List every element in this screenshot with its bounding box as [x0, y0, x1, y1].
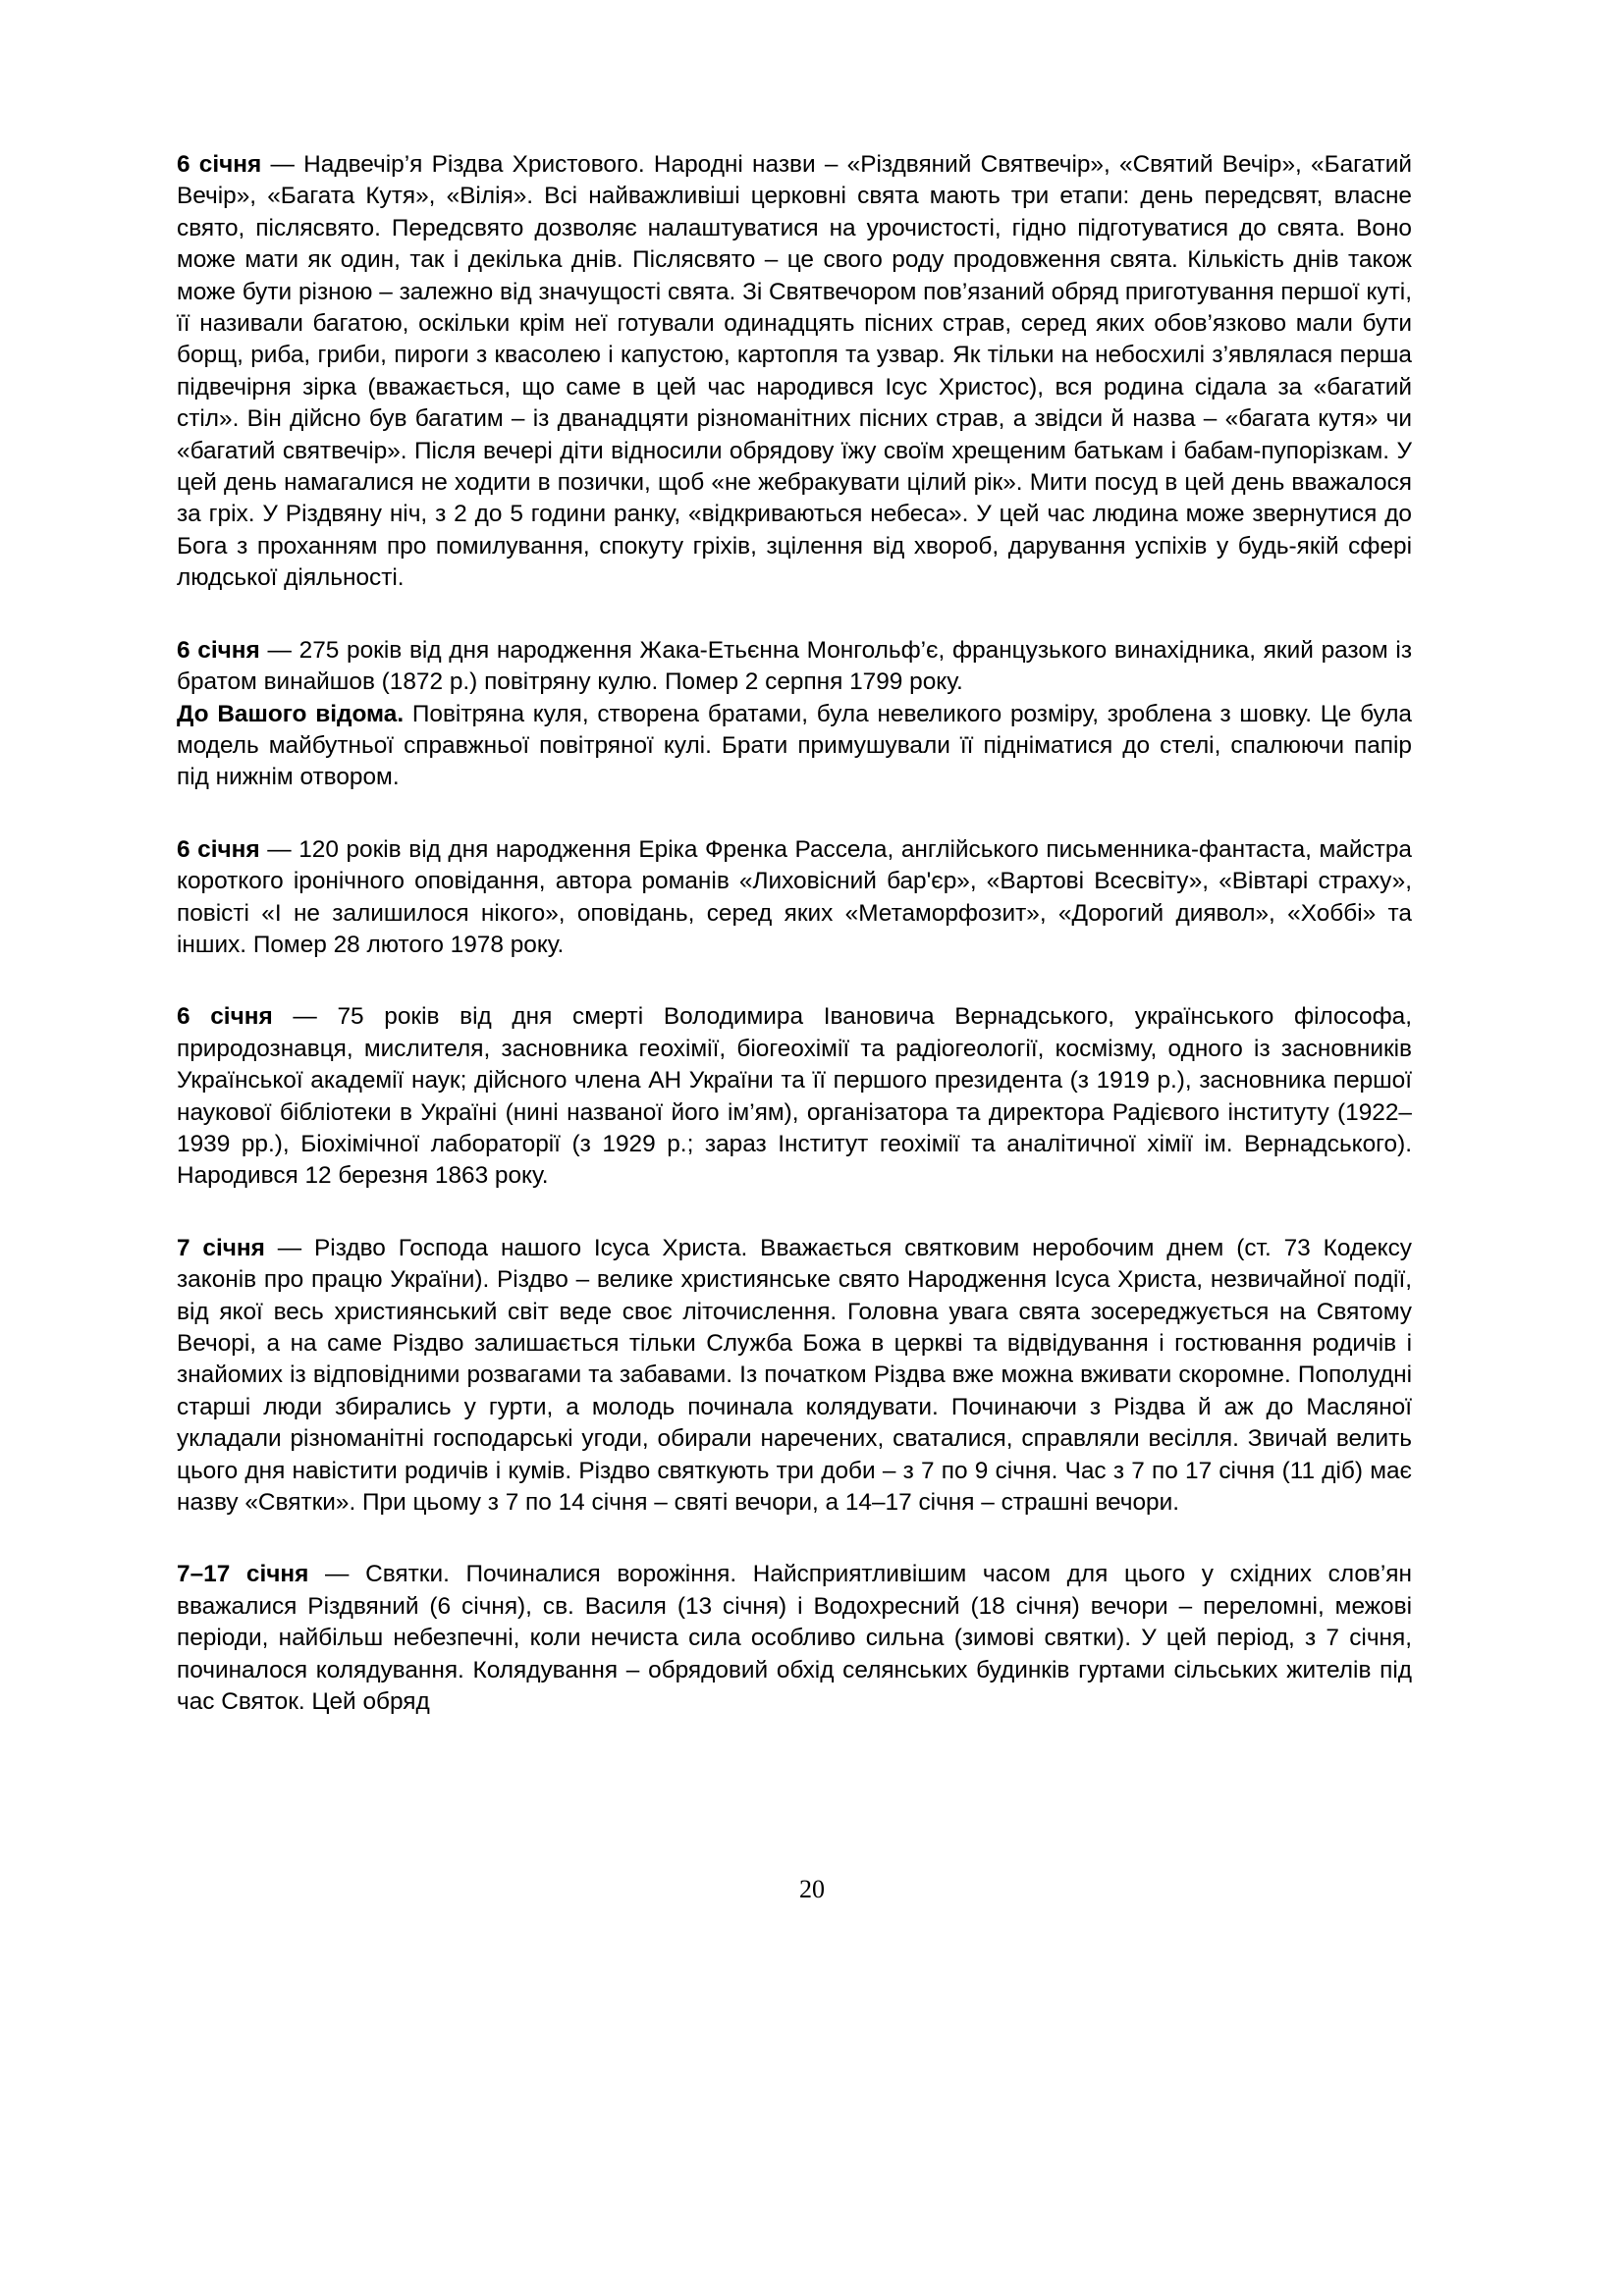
entry-paragraph	[177, 635, 1412, 699]
note-text: Повітряна куля, створена братами, була невеликого розміру, зроблена з шовку. Це була модель майбутньої справжньої повітряної кулі. Брати примушували її підніматися до стелі, спалюючи папір під нижнім отвором.	[177, 700, 1412, 791]
entry-text: Святки. Починалися ворожіння. Найсприятливішим часом для цього у східних слов’ян вважалися Різдвяний (6 січня), св. Василя (13 січня) і Водохресний (18 січня) вечори – переломні, межові періоди, найбільш небезпечні, коли нечиста сила особливо сильна (зимові святки). У цей період, з 7 січня, починалося колядування. Колядування – обрядовий обхід селянських будинків гуртами сільських жителів під час Святок. Цей обряд	[177, 1561, 1412, 1716]
entry-paragraph	[177, 834, 1412, 962]
entry-date: 6 січня	[177, 1003, 273, 1031]
entry-separator: —	[264, 1234, 315, 1261]
document-page	[177, 149, 1412, 1758]
entry-separator: —	[259, 636, 299, 664]
entry-paragraph	[177, 1001, 1412, 1192]
entry-paragraph	[177, 1233, 1412, 1520]
calendar-entry	[177, 1001, 1412, 1192]
calendar-entry	[177, 1233, 1412, 1520]
entry-separator: —	[272, 1003, 338, 1031]
entry-text: 75 років від дня смерті Володимира Івановича Вернадського, українського філософа, природознавця, мислителя, засновника геохімії, біогеохімії та радіогеології, космізму, одного із засновників Української академії наук; дійсного члена АН України та її першого президента (з 1919 р.), засновника першої наукової бібліотеки в Україні (нині названої його ім’ям), організатора та директора Радієвого інституту (1922–1939 рр.), Біохімічної лабораторії (з 1929 р.; зараз Інститут геохімії та аналітичної хімії ім. Вернадського). Народився 12 березня 1863 року.	[177, 1003, 1412, 1190]
entry-text: 275 років від дня народження Жака-Етьєнна Монгольф’є, французького винахідника, який разом із братом винайшов (1872 р.) повітряну кулю. Помер 2 серпня 1799 року.	[177, 636, 1413, 696]
entry-body	[177, 1559, 1412, 1718]
calendar-entry	[177, 1559, 1412, 1718]
page-number: 20	[799, 1875, 825, 1903]
entry-paragraph	[177, 149, 1412, 595]
calendar-entry	[177, 635, 1412, 794]
entry-separator: —	[308, 1561, 366, 1588]
calendar-entry	[177, 834, 1412, 962]
entry-body	[177, 1001, 1412, 1192]
entry-date: 7–17 січня	[177, 1561, 309, 1588]
entry-note	[177, 699, 1412, 794]
entry-date: 6 січня	[177, 151, 262, 178]
entry-separator: —	[259, 835, 299, 863]
calendar-entry	[177, 149, 1412, 595]
note-lead: До Вашого відома.	[177, 700, 405, 727]
entry-text: Надвечір’я Різдва Христового. Народні назви – «Різдвяний Святвечір», «Святий Вечір», «Багатий Вечір», «Багата Кутя», «Вілія». Всі найважливіші церковні свята мають три етапи: день передсвят, власне свято, післясвято. Передсвято дозволяє налаштуватися на урочистості, гідно підготуватися до свята. Воно може мати як один, так і декілька днів. Післясвято – це свого роду продовження свята. Кількість днів також може бути різною – залежно від значущості свята. Зі Святвечором пов’язаний обряд приготування першої куті, її називали багатою, оскільки крім неї готували одинадцять пісних страв, серед яких обов’язково мали бути борщ, риба, гриби, пироги з квасолею і капустою, картопля та узвар. Як тільки на небосхилі з’являлася перша підвечірня зірка (вважається, що саме в цей час народився Ісус Христос), вся родина сідала за «багатий стіл». Він дійсно був багатим – із дванадцяти різноманітних пісних страв, а звідси й назва – «багата кутя» чи «багатий святвечір». Після вечері діти відносили обрядову їжу своїм хрещеним батькам і бабам-пупорізкам. У цей день намагалися не ходити в позички, щоб «не жебракувати цілий рік». Мити посуд в цей день вважалося за гріх. У Різдвяну ніч, з 2 до 5 години ранку, «відкриваються небеса». У цей час людина може звернутися до Бога з проханням про помилування, спокуту гріхів, зцілення від хвороб, дарування успіхів у будь-якій сфері людської діяльності.	[177, 151, 1412, 592]
entry-date: 6 січня	[177, 835, 260, 863]
entry-body	[177, 635, 1412, 794]
entry-body	[177, 834, 1412, 962]
entry-text: Різдво Господа нашого Ісуса Христа. Вважається святковим неробочим днем (ст. 73 Кодексу законів про працю України). Різдво – велике християнське свято Народження Ісуса Христа, незвичайної події, від якої весь християнський світ веде своє літочислення. Головна увага свята зосереджується на Святому Вечорі, а на саме Різдво залишається тільки Служба Божа в церкві та відвідування і гостювання родичів і знайомих із відповідними розвагами та забавами. Із початком Різдва вже можна вживати скоромне. Пополудні старші люди збирались у гурти, а молодь починала колядувати. Починаючи з Різдва й аж до Масляної укладали різноманітні господарські угоди, обирали наречених, сваталися, справляли весілля. Звичай велить цього дня навістити родичів і кумів. Різдво святкують три доби – з 7 по 9 січня. Час з 7 по 17 січня (11 діб) має назву «Святки». При цьому з 7 по 14 січня – святі вечори, а 14–17 січня – страшні вечори.	[177, 1234, 1412, 1517]
entry-body	[177, 1233, 1412, 1520]
entry-date: 7 січня	[177, 1234, 265, 1261]
entry-separator: —	[261, 151, 304, 178]
entry-body	[177, 149, 1412, 595]
entry-text: 120 років від дня народження Еріка Френка Рассела, англійського письменника-фантаста, майстра короткого іронічного оповідання, автора романів «Лиховісний бар'єр», «Вартові Всесвіту», «Вівтарі страху», повісті «І не залишилося нікого», оповідань, серед яких «Метаморфозит», «Дорогий диявол», «Хоббі» та інших. Помер 28 лютого 1978 року.	[177, 835, 1412, 958]
entry-paragraph	[177, 1559, 1412, 1718]
entry-date: 6 січня	[177, 636, 260, 664]
